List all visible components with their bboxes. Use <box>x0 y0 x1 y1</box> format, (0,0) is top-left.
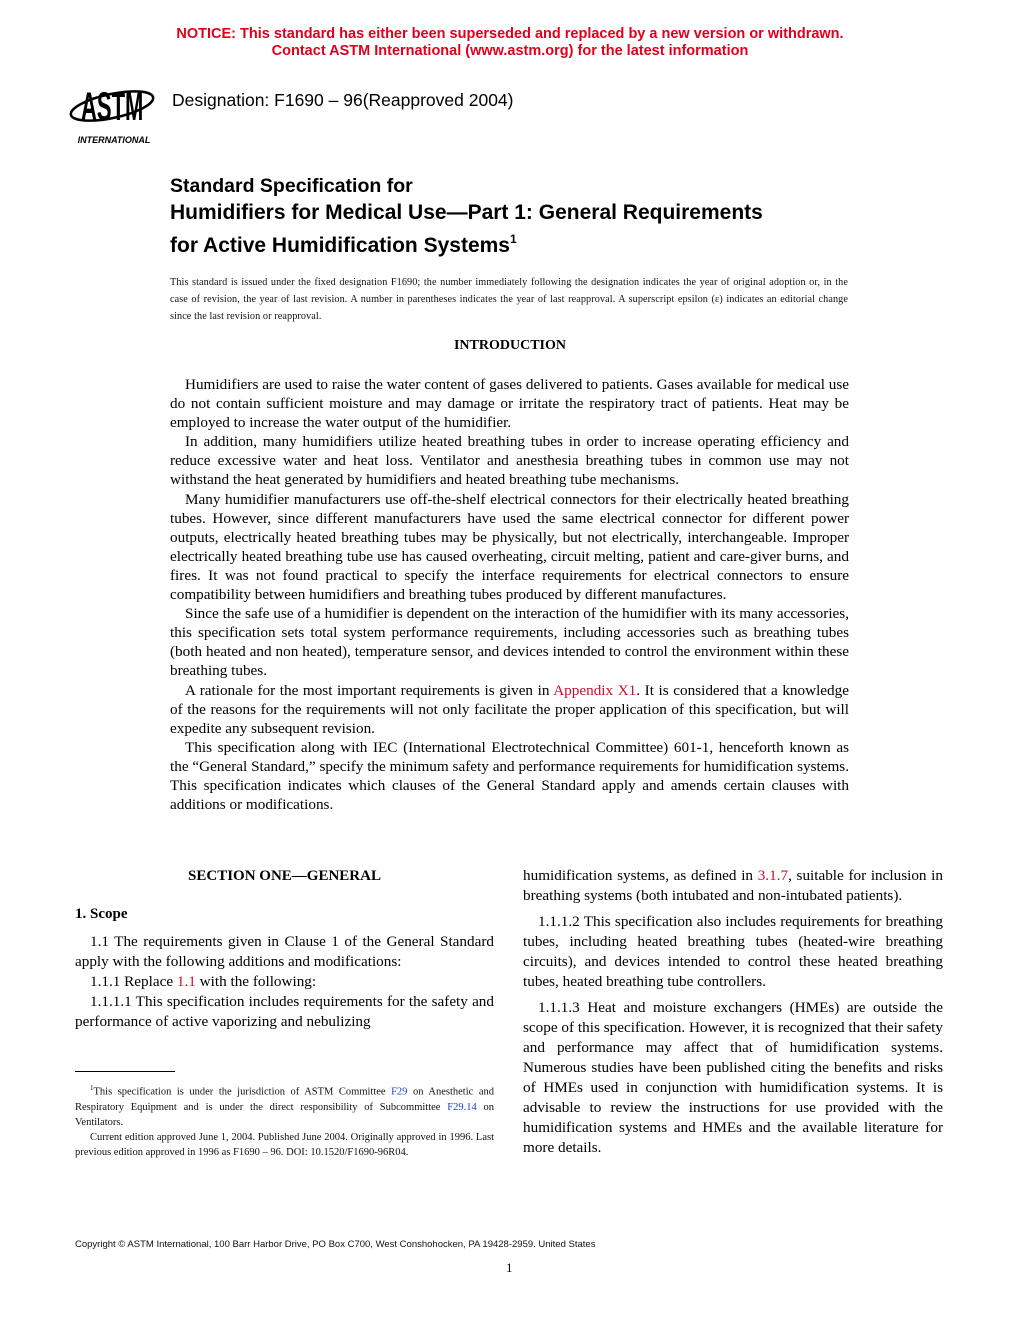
intro-paragraph: This specification along with IEC (International Electrotechnical Committee) 601-1, henceforth known as the “General Standard,” specify the minimum safety and performance requirements for humidification systems. This specification indicates which clauses of the General Standard apply and amends certain clauses with additions or modifications. <box>170 738 849 814</box>
appendix-x1-link[interactable]: Appendix X1 <box>553 681 637 699</box>
subcommittee-f29-14-link[interactable]: F29.14 <box>447 1101 477 1113</box>
document-title <box>170 174 763 259</box>
left-column <box>75 866 494 1032</box>
notice-line-1: NOTICE: This standard has either been superseded and replaced by a new version or withdrawn. <box>176 26 844 42</box>
footnotes <box>75 1081 494 1161</box>
copyright: Copyright © ASTM International, 100 Barr Harbor Drive, PO Box C700, West Conshohocken, PA 19428-2959. United States <box>75 1239 596 1250</box>
intro-paragraph: A rationale for the most important requirements is given in Appendix X1. It is considered that a knowledge of the reasons for the requirements will not only facilitate the proper application of this specification, but will expedite any subsequent revision. <box>170 681 849 737</box>
title-footnote-mark[interactable]: 1 <box>509 232 517 246</box>
notice-line-2: Contact ASTM International (www.astm.org) for the latest information <box>271 43 749 59</box>
intro-paragraph: Many humidifier manufacturers use off-the-shelf electrical connectors for their electrically heated breathing tubes. However, since different manufacturers have used the same electrical connector for different power outputs, electrically heated breathing tubes may be physically, but not electrically, interchangeable. Improper electrically heated breathing tube use has caused overheating, circuit melting, patient and care-giver burns, and fires. It was not found practical to specify the interface requirements for electrical connectors to ensure compatibility between humidifiers and breathing tubes produced by different manufactures. <box>170 490 849 604</box>
introduction-heading: INTRODUCTION <box>453 338 566 353</box>
scope-heading: 1. Scope <box>75 906 128 922</box>
section-heading: SECTION ONE—GENERAL <box>188 868 381 884</box>
issued-note: This standard is issued under the fixed designation F1690; the number immediately following the designation indicates the year of original adoption or, in the case of revision, the year of last revision. A number in parentheses indicates the year of last reapproval. A superscript epsilon (ε) indicates an editorial change since the last revision or reapproval. <box>170 277 848 322</box>
footnote-divider <box>75 1071 175 1072</box>
title-line-2: Humidifiers for Medical Use—Part 1: General Requirements <box>170 201 763 224</box>
clause-3-1-7-link[interactable]: 3.1.7 <box>757 867 789 884</box>
right-column <box>523 866 943 1158</box>
clause-1-1-1-3: 1.1.1.3 Heat and moisture exchangers (HMEs) are outside the scope of this specification. However, it is recognized that their safety and performance may affect that of humidification systems. Numerous studies have been published citing the benefits and risks of HMEs used in conjunction with humidification systems. It is advisable to review the instructions for use provided with the humidification systems and HMEs and the available literature for more details. <box>523 999 943 1156</box>
clause-1-1-1: 1.1.1 Replace 1.1 with the following: <box>90 973 317 990</box>
clause-1-1-1-1: 1.1.1.1 This specification includes requirements for the safety and performance of active vaporizing and nebulizing <box>75 993 494 1030</box>
clause-1-1-1-2: 1.1.1.2 This specification also includes requirements for breathing tubes, including heated breathing tubes (heated-wire breathing circuits), and devices intended to control these heated breathing tubes, heated breathing tube controllers. <box>523 913 943 990</box>
astm-logo-icon <box>66 76 162 146</box>
clause-1-1: 1.1 The requirements given in Clause 1 of the General Standard apply with the following additions and modifications: <box>75 933 494 970</box>
introduction-body <box>170 375 849 814</box>
intro-paragraph: Humidifiers are used to raise the water content of gases delivered to patients. Gases available for medical use do not contain sufficient moisture and may damage or irritate the respiratory tract of patients. Heat may be employed to increase the water output of the humidifier. <box>170 376 849 432</box>
footnote-1: $^1$This specification is under the jurisdiction of ASTM Committee F29 on Anesthetic and Respiratory Equipment and is under the direct responsibility of Subcommittee F29.14 on Ventilators. <box>75 1084 494 1128</box>
withdrawal-notice <box>0 26 1020 60</box>
svg-text:INTERNATIONAL: INTERNATIONAL <box>77 135 151 145</box>
clause-1-1-1-1-continued: humidification systems, as defined in 3.1.7, suitable for inclusion in breathing systems (both intubated and non-intubated patients). <box>523 867 943 904</box>
footnote-edition: Current edition approved June 1, 2004. Published June 2004. Originally approved in 1996. Last previous edition approved in 1996 as F1690 – 96. DOI: 10.1520/F1690-96R04. <box>75 1132 494 1159</box>
svg-text:ASTM: ASTM <box>81 84 144 129</box>
designation: Designation: F1690 – 96(Reapproved 2004) <box>172 90 514 110</box>
clause-1-1-link[interactable]: 1.1 <box>176 973 196 990</box>
title-line-1: Standard Specification for <box>170 175 413 197</box>
committee-f29-link[interactable]: F29 <box>391 1086 408 1098</box>
astm-logo <box>66 76 162 146</box>
title-line-3: for Active Humidification Systems$^1$ <box>170 232 517 257</box>
page-number: 1 <box>506 1260 513 1275</box>
intro-paragraph: In addition, many humidifiers utilize heated breathing tubes in order to increase operating efficiency and reduce excessive water and heat loss. Ventilator and anesthesia breathing tubes in common use may not withstand the heat generated by humidifiers and heated breathing tube mechanisms. <box>170 433 849 489</box>
intro-paragraph: Since the safe use of a humidifier is dependent on the interaction of the humidifier with its many accessories, this specification sets total system performance requirements, including accessories such as breathing tubes (both heated and non heated), temperature sensor, and devices intended to control the environment within these breathing tubes. <box>170 605 849 680</box>
